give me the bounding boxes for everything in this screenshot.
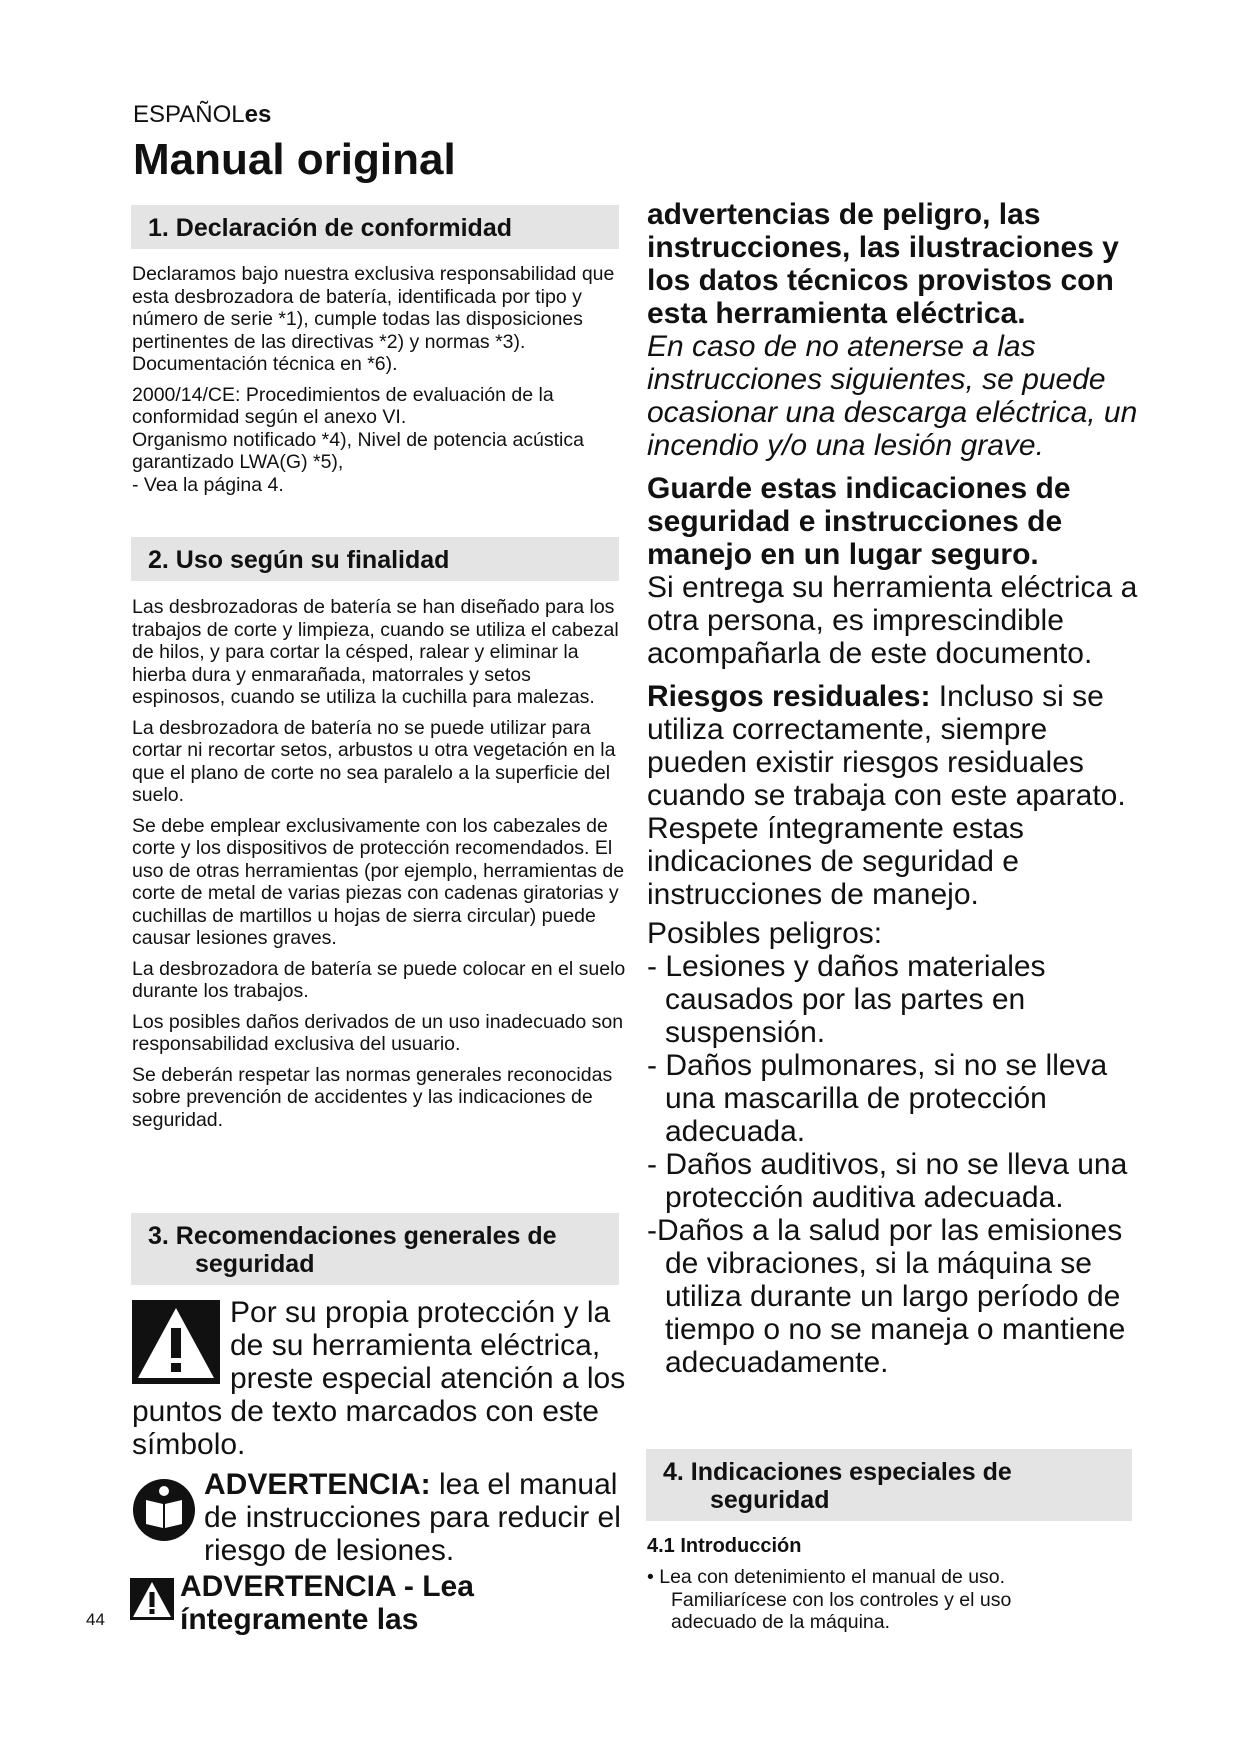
section-heading-3: 3. Recomendaciones generales de seguridad	[131, 1213, 619, 1285]
warning-paragraph: Por su propia protección y la de su herramienta eléctrica, preste especial atención a los puntos de texto marcados con este símbolo.	[132, 1296, 626, 1461]
residual-risks: Riesgos residuales: Incluso si se utiliza correctamente, siempre pueden existir riesgos residuales cuando se trabaja con este aparato. Respete íntegramente estas indicaciones de seguridad e instrucciones de manejo.	[647, 680, 1126, 911]
list-item: - Lesiones y daños materiales causados por las partes en suspensión.	[647, 950, 1046, 1049]
warning-heading: ADVERTENCIA - Lea íntegramente las	[180, 1570, 474, 1636]
section-heading-2: 2. Uso según su finalidad	[131, 537, 619, 581]
warning-triangle-icon	[132, 1300, 220, 1384]
paragraph: Se debe emplear exclusivamente con los cabezales de corte y los dispositivos de protección recomendados. El uso de otras herramientas (por ejemplo, herramientas de corte de metal de varias piezas con cadenas giratorias y cuchillas de martillos u hojas de sierra circular) puede causar lesiones graves.	[132, 814, 625, 949]
small-warning-triangle-icon	[130, 1578, 174, 1620]
right-column-text	[647, 198, 1147, 1379]
subsection-heading: 4.1 Introducción	[647, 1535, 802, 1557]
section-1-body	[132, 263, 626, 496]
paragraph: Se deberán respetar las normas generales reconocidas sobre prevención de accidentes y las indicaciones de seguridad.	[132, 1063, 613, 1131]
section-heading-1: 1. Declaración de conformidad	[131, 205, 619, 249]
section-heading-4: 4. Indicaciones especiales de seguridad	[646, 1449, 1132, 1521]
keep-instructions: Guarde estas indicaciones de seguridad e instrucciones de manejo en un lugar seguro.	[647, 472, 1071, 571]
paragraph: Organismo notificado *4), Nivel de potencia acústica garantizado LWA(G) *5),	[132, 428, 584, 473]
paragraph: 2000/14/CE: Procedimientos de evaluación de la conformidad según el anexo VI.	[132, 383, 554, 428]
bullet-item: • Lea con detenimiento el manual de uso. Familiarícese con los controles y el uso adecuado de la máquina.	[647, 1566, 1012, 1633]
paragraph: - Vea la página 4.	[132, 473, 284, 496]
warning-continuation: advertencias de peligro, las instrucciones, las ilustraciones y los datos técnicos provistos con esta herramienta eléctrica.	[647, 198, 1119, 330]
paragraph: Si entrega su herramienta eléctrica a otra persona, es imprescindible acompañarla de este documento.	[647, 571, 1138, 670]
list-item: - Daños pulmonares, si no se lleva una mascarilla de protección adecuada.	[647, 1049, 1108, 1148]
paragraph: La desbrozadora de batería se puede colocar en el suelo durante los trabajos.	[132, 957, 626, 1002]
section-2-body	[132, 596, 626, 1139]
paragraph: Las desbrozadoras de batería se han diseñado para los trabajos de corte y limpieza, cuando se utiliza el cabezal de hilos, y para cortar la césped, ralear y eliminar la hierba dura y enmarañada, matorrales y setos espinosos, cuando se utiliza la cuchilla para malezas.	[132, 596, 619, 708]
warning-italic: En caso de no atenerse a las instrucciones siguientes, se puede ocasionar una descarga eléctrica, un incendio y/o una lesión grave.	[647, 330, 1138, 462]
read-manual-icon	[132, 1478, 196, 1542]
paragraph: La desbrozadora de batería no se puede utilizar para cortar ni recortar setos, arbustos u otra vegetación en la que el plano de corte no sea paralelo a la superficie del suelo.	[132, 716, 616, 806]
page-number: 44	[86, 1610, 105, 1629]
dangers-title: Posibles peligros:	[647, 917, 883, 950]
paragraph: Declaramos bajo nuestra exclusiva responsabilidad que esta desbrozadora de batería, identificada por tipo y número de serie *1), cumple todas las disposiciones pertinentes de las directivas *2) y normas *3). Documentación técnica en *6).	[132, 263, 615, 375]
list-item: - Daños auditivos, si no se lleva una protección auditiva adecuada.	[647, 1148, 1128, 1214]
dangers-list	[647, 950, 1147, 1379]
page-title: Manual original	[133, 135, 456, 184]
read-manual-paragraph: ADVERTENCIA: lea el manual de instrucciones para reducir el riesgo de lesiones.	[132, 1468, 627, 1567]
list-item: -Daños a la salud por las emisiones de vibraciones, si la máquina se utiliza durante un largo período de tiempo o no se maneja o mantiene adecuadamente.	[647, 1214, 1126, 1379]
language-label: ESPAÑOLes	[133, 101, 272, 128]
paragraph: Los posibles daños derivados de un uso inadecuado son responsabilidad exclusiva del usuario.	[132, 1010, 624, 1055]
